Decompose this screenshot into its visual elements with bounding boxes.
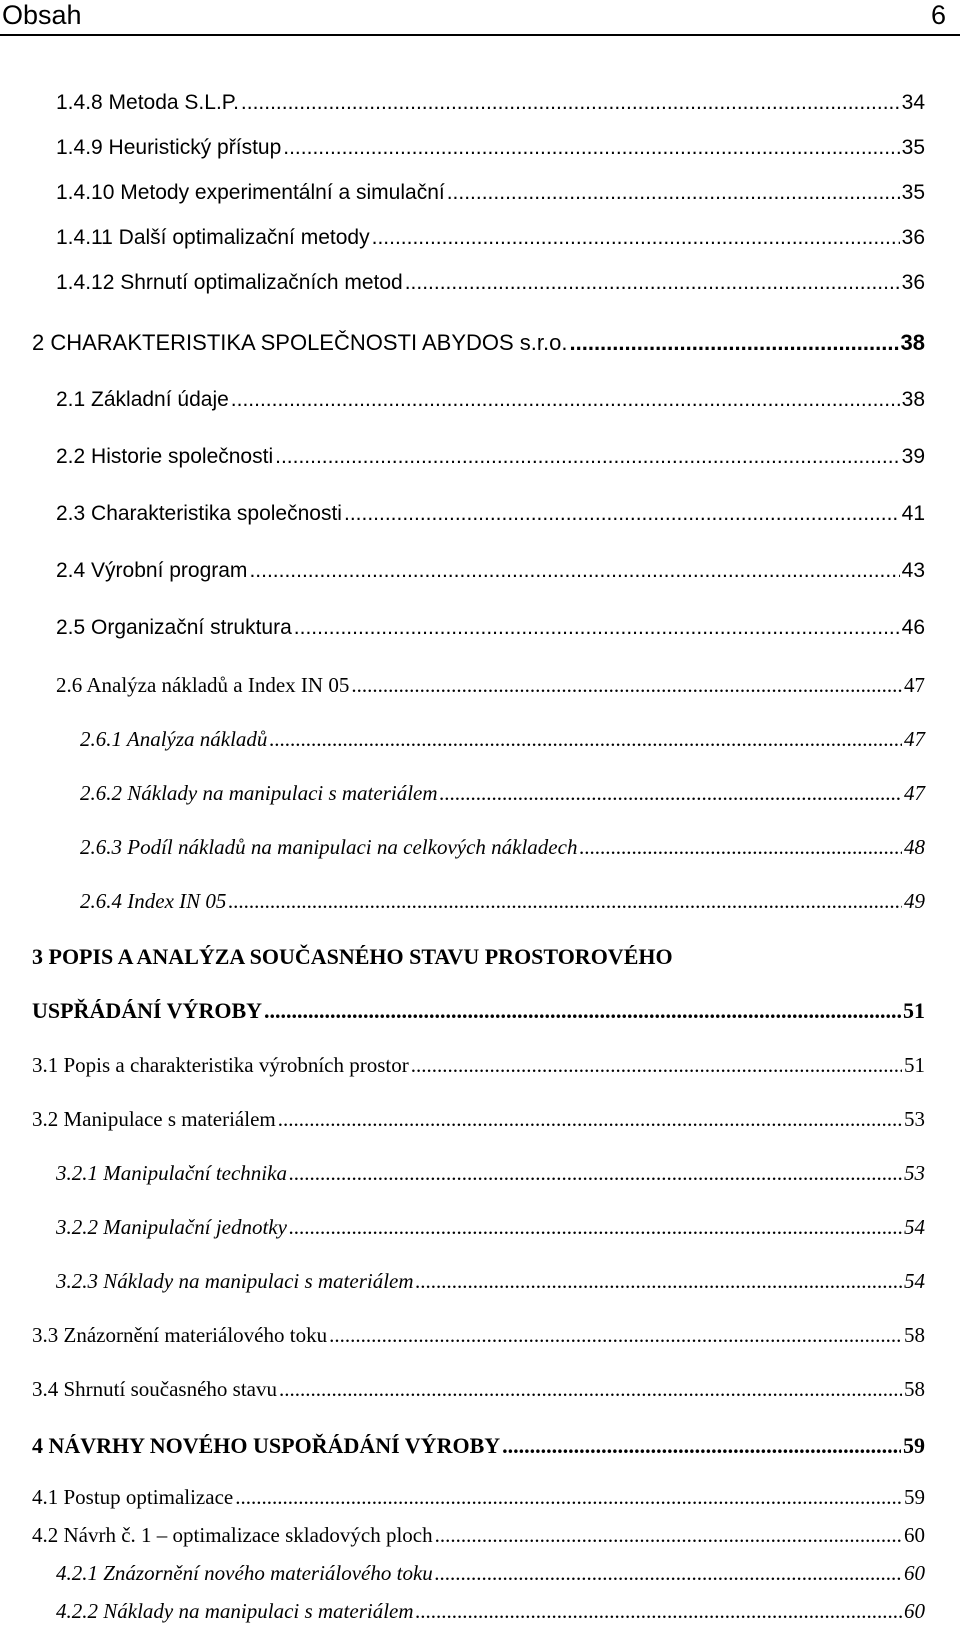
toc-entry-page: 39 <box>901 445 925 468</box>
toc-entry-label: 4 NÁVRHY NOVÉHO USPOŘÁDÁNÍ VÝROBY <box>32 1433 501 1458</box>
toc-entry-page: 48 <box>904 835 925 859</box>
toc-entry[interactable] <box>56 180 925 206</box>
toc-entry[interactable] <box>56 1214 925 1240</box>
toc-entry-label: 2.6.2 Náklady na manipulaci s materiálem <box>80 781 438 805</box>
toc-entry-page: 60 <box>904 1561 925 1585</box>
toc-leader-dots <box>329 1322 902 1348</box>
toc-entry[interactable] <box>32 1522 925 1548</box>
toc-entry-label: 3.3 Znázornění materiálového toku <box>32 1323 328 1347</box>
toc-leader-dots <box>344 501 900 527</box>
toc-leader-dots <box>283 135 899 161</box>
toc-entry-label: 4.2.2 Náklady na manipulaci s materiálem <box>56 1599 414 1623</box>
toc-entry[interactable] <box>56 672 925 698</box>
header-title: Obsah <box>2 0 82 30</box>
toc-entry-page: 41 <box>901 502 925 525</box>
toc-leader-dots <box>435 1560 902 1586</box>
toc-entry-page: 54 <box>904 1215 925 1239</box>
toc-leader-dots <box>279 1376 902 1402</box>
toc-leader-dots <box>416 1268 902 1294</box>
toc-entry-label: 2.6.4 Index IN 05 <box>80 889 227 913</box>
toc-entry-page: 59 <box>903 1433 925 1458</box>
toc-entry-label: 3.1 Popis a charakteristika výrobních prostor <box>32 1053 409 1077</box>
toc-leader-dots <box>241 90 900 116</box>
toc-entry-label: 2.3 Charakteristika společnosti <box>56 502 342 525</box>
toc-leader-dots <box>447 180 900 206</box>
toc-leader-dots <box>351 672 902 698</box>
toc-entry[interactable] <box>80 834 925 860</box>
toc-entry-page: 38 <box>901 388 925 411</box>
toc-entry[interactable] <box>56 225 925 251</box>
toc-leader-dots <box>228 888 902 914</box>
toc-entry[interactable] <box>32 1052 925 1078</box>
toc-leader-dots <box>289 1160 902 1186</box>
toc-entry[interactable] <box>56 90 925 116</box>
toc-entry-page: 59 <box>904 1485 925 1509</box>
toc-entry-label: 1.4.8 Metoda S.L.P. <box>56 91 239 114</box>
toc-entry[interactable] <box>80 726 925 752</box>
toc-entry[interactable] <box>32 1106 925 1132</box>
toc-entry-label: 1.4.10 Metody experimentální a simulační <box>56 181 445 204</box>
toc-entry-page: 38 <box>900 330 925 355</box>
toc-entry-label: 2.1 Základní údaje <box>56 388 229 411</box>
toc-entry-label: 3.2.2 Manipulační jednotky <box>56 1215 287 1239</box>
toc-leader-dots <box>235 1484 902 1510</box>
toc-entry-page: 58 <box>904 1377 925 1401</box>
toc-leader-dots <box>435 1522 902 1548</box>
toc-leader-dots <box>269 726 902 752</box>
toc-chapter-heading-line1[interactable]: 3 POPIS A ANALÝZA SOUČASNÉHO STAVU PROSTOROVÉHO <box>32 944 673 969</box>
toc-entry-label: 3.2.3 Náklady na manipulaci s materiálem <box>56 1269 414 1293</box>
toc-entry-page: 60 <box>904 1523 925 1547</box>
toc-entry[interactable] <box>56 135 925 161</box>
toc-entry-label: 1.4.11 Další optimalizační metody <box>56 226 370 249</box>
toc-entry[interactable] <box>56 615 925 641</box>
toc-entry-page: 47 <box>904 727 925 751</box>
toc-entry[interactable] <box>56 558 925 584</box>
toc-entry-label: 3.4 Shrnutí současného stavu <box>32 1377 277 1401</box>
toc-entry-label: 3.2 Manipulace s materiálem <box>32 1107 276 1131</box>
toc-leader-dots <box>440 780 902 806</box>
toc-entry-label: 2.6.3 Podíl nákladů na manipulaci na celkových nákladech <box>80 835 578 859</box>
toc-entry-label: 4.1 Postup optimalizace <box>32 1485 234 1509</box>
toc-entry[interactable] <box>56 270 925 296</box>
toc-entry-page: 43 <box>901 559 925 582</box>
toc-entry-label: 1.4.12 Shrnutí optimalizačních metod <box>56 271 403 294</box>
toc-entry-page: 35 <box>901 181 925 204</box>
toc-entry-page: 53 <box>904 1107 925 1131</box>
toc-entry[interactable] <box>80 780 925 806</box>
toc-leader-dots <box>502 1433 901 1459</box>
toc-entry[interactable] <box>56 1560 925 1586</box>
toc-entry[interactable] <box>80 888 925 914</box>
toc-entry-page: 53 <box>904 1161 925 1185</box>
toc-leader-dots <box>411 1052 902 1078</box>
toc-leader-dots <box>231 387 900 413</box>
toc-entry-page: 49 <box>904 889 925 913</box>
toc-entry-page: 51 <box>903 998 925 1023</box>
toc-leader-dots <box>570 330 899 356</box>
toc-entry[interactable] <box>32 1322 925 1348</box>
toc-entry-label: 2.5 Organizační struktura <box>56 616 292 639</box>
toc-entry-page: 60 <box>904 1599 925 1623</box>
toc-entry[interactable] <box>32 1484 925 1510</box>
toc-entry-chapter[interactable] <box>32 998 925 1024</box>
toc-entry-chapter[interactable] <box>32 1433 925 1459</box>
toc-entry-label: USPŘÁDÁNÍ VÝROBY <box>32 998 263 1023</box>
toc-leader-dots <box>289 1214 902 1240</box>
toc-leader-dots <box>372 225 900 251</box>
toc-entry-page: 35 <box>901 136 925 159</box>
toc-entry-page: 36 <box>901 226 925 249</box>
toc-leader-dots <box>264 998 901 1024</box>
toc-leader-dots <box>249 558 899 584</box>
toc-entry-page: 47 <box>904 673 925 697</box>
toc-entry-label: 3.2.1 Manipulační technika <box>56 1161 287 1185</box>
toc-entry-chapter[interactable] <box>32 330 925 356</box>
toc-entry-label: 2.6.1 Analýza nákladů <box>80 727 268 751</box>
toc-entry[interactable] <box>56 444 925 470</box>
toc-entry-label: 2.6 Analýza nákladů a Index IN 05 <box>56 673 350 697</box>
toc-entry-label: 4.2 Návrh č. 1 – optimalizace skladových ploch <box>32 1523 433 1547</box>
toc-leader-dots <box>278 1106 902 1132</box>
toc-entry-label: 2 CHARAKTERISTIKA SPOLEČNOSTI ABYDOS s.r.o. <box>32 330 568 355</box>
toc-entry[interactable] <box>56 1598 925 1624</box>
toc-entry[interactable] <box>32 1376 925 1402</box>
toc-entry-label: 2.2 Historie společnosti <box>56 445 274 468</box>
toc-leader-dots <box>405 270 900 296</box>
toc-entry[interactable] <box>56 1268 925 1294</box>
toc-entry[interactable] <box>56 501 925 527</box>
toc-entry-page: 51 <box>904 1053 925 1077</box>
toc-entry[interactable] <box>56 1160 925 1186</box>
toc-entry-page: 47 <box>904 781 925 805</box>
toc-entry-page: 54 <box>904 1269 925 1293</box>
toc-entry-label: 2.4 Výrobní program <box>56 559 248 582</box>
toc-leader-dots <box>294 615 900 641</box>
toc-leader-dots <box>416 1598 902 1624</box>
toc-entry-page: 36 <box>901 271 925 294</box>
toc-entry-label: 1.4.9 Heuristický přístup <box>56 136 282 159</box>
header-page-number: 6 <box>930 0 946 30</box>
toc-leader-dots <box>579 834 902 860</box>
toc-entry-page: 46 <box>901 616 925 639</box>
toc-entry[interactable] <box>56 387 925 413</box>
toc-entry-page: 58 <box>904 1323 925 1347</box>
toc-leader-dots <box>275 444 900 470</box>
toc-entry-page: 34 <box>901 91 925 114</box>
toc-entry-label: 4.2.1 Znázornění nového materiálového toku <box>56 1561 433 1585</box>
